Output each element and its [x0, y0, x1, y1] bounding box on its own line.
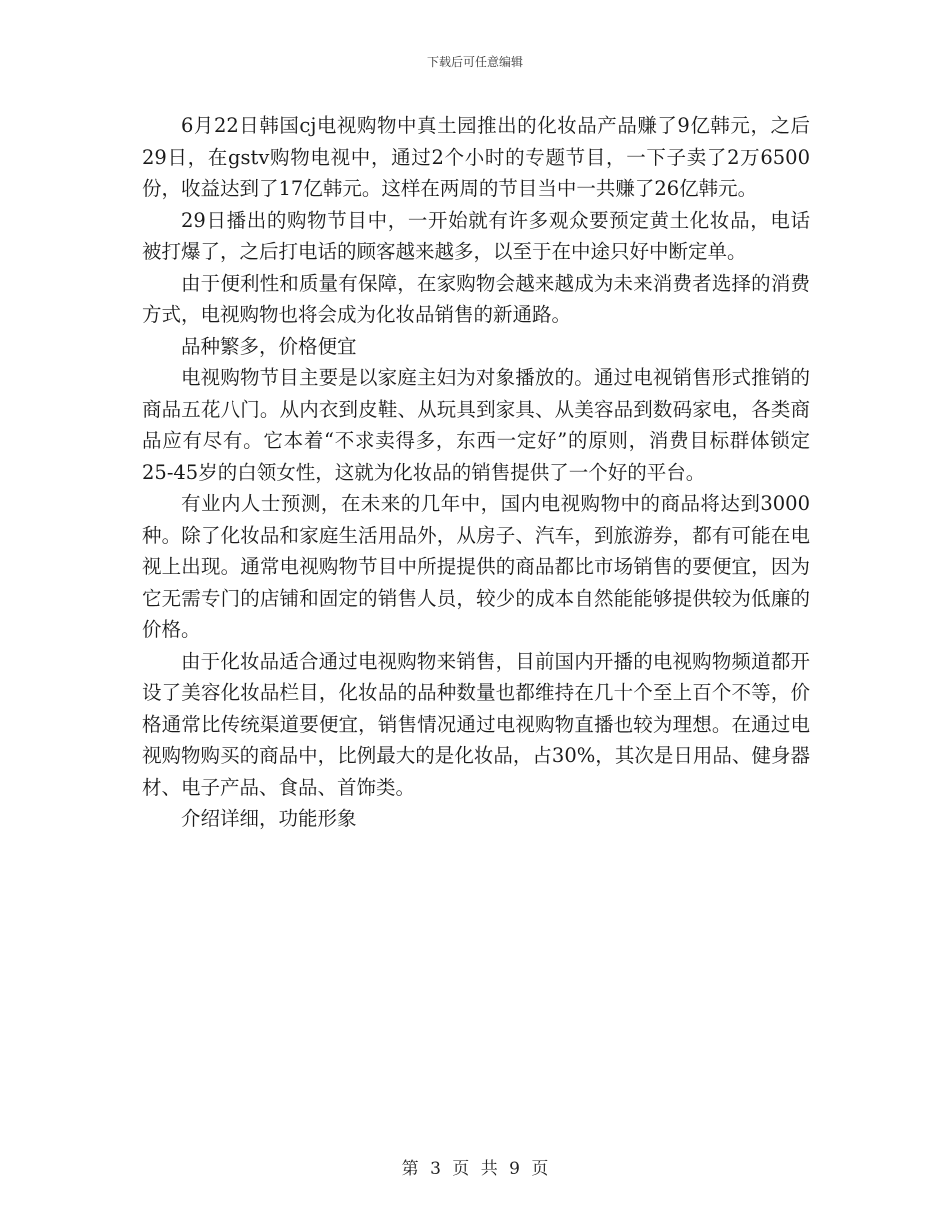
page-header-note: 下载后可任意编辑	[426, 55, 523, 69]
paragraph: 电视购物节目主要是以家庭主妇为对象播放的。通过电视销售形式推销的商品五花八门。从内衣到皮鞋、从玩具到家具、从美容品到数码家电，各类商品应有尽有。它本着“不求卖得多，东西一定好”的原则，消费目标群体锁定25-45岁的白领女性，这就为化妆品的销售提供了一个好的平台。	[142, 366, 810, 484]
paragraph: 29日播出的购物节目中，一开始就有许多观众要预定黄土化妆品，电话被打爆了，之后打电话的顾客越来越多，以至于在中途只好中断定单。	[142, 208, 810, 263]
paragraph: 由于化妆品适合通过电视购物来销售，目前国内开播的电视购物频道都开设了美容化妆品栏目，化妆品的品种数量也都维持在几十个至上百个不等，价格通常比传统渠道要便宜，销售情况通过电视购物直播也较为理想。在通过电视购物购买的商品中，比例最大的是化妆品，占30%，其次是日用品、健身器材、电子产品、食品、首饰类。	[142, 649, 810, 799]
section-heading: 介绍详细，功能形象	[181, 807, 357, 830]
paragraph: 6月22日韩国cj电视购物中真土园推出的化妆品产品赚了9亿韩元，之后29日，在gstv购物电视中，通过2个小时的专题节目，一下子卖了2万6500份，收益达到了17亿韩元。这样在两周的节目当中一共赚了26亿韩元。	[142, 114, 810, 200]
paragraph: 由于便利性和质量有保障，在家购物会越来越成为未来消费者选择的消费方式，电视购物也将会成为化妆品销售的新通路。	[142, 271, 810, 326]
section-heading: 品种繁多，价格便宜	[181, 334, 357, 358]
paragraph: 有业内人士预测，在未来的几年中，国内电视购物中的商品将达到3000种。除了化妆品和家庭生活用品外，从房子、汽车，到旅游券，都有可能在电视上出现。通常电视购物节目中所提提供的商品都比市场销售的要便宜，因为它无需专门的店铺和固定的销售人员，较少的成本自然能能够提供较为低廉的价格。	[142, 492, 810, 641]
page-number: 第 3 页 共 9 页	[401, 1159, 549, 1179]
document-body	[142, 110, 810, 835]
